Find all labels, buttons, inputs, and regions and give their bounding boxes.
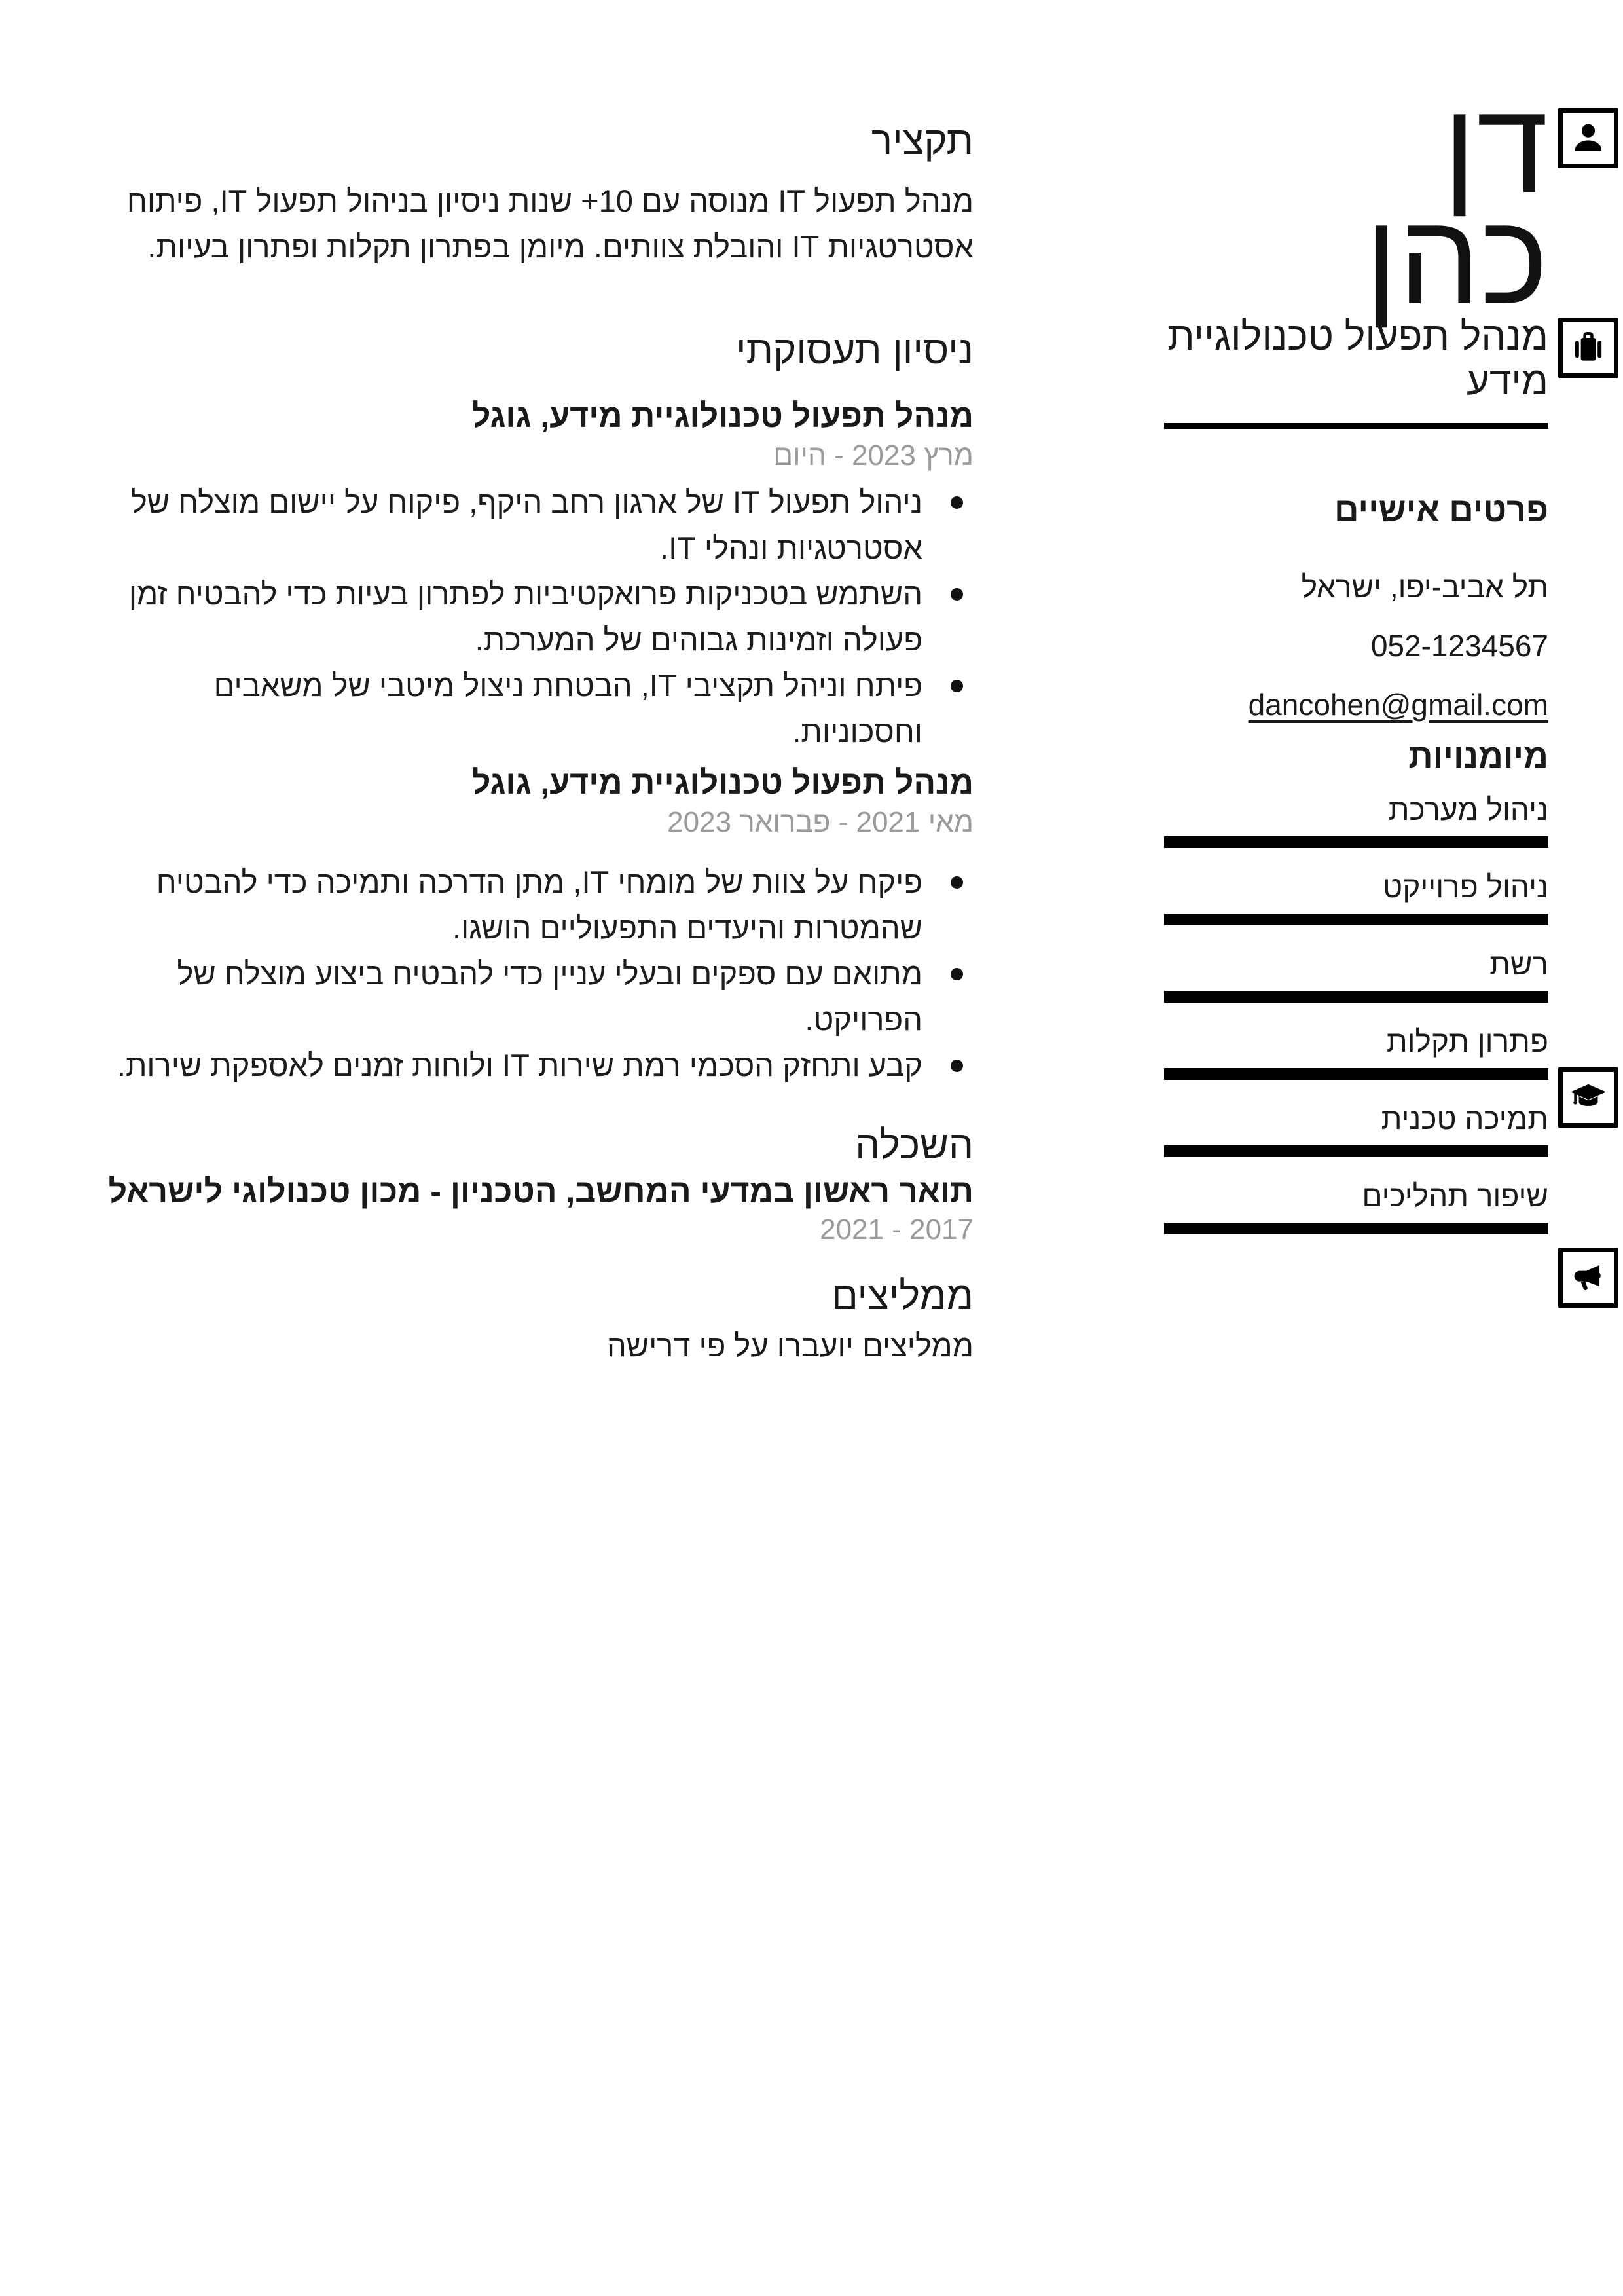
job-bullet: פיקח על צוות של מומחי IT, מתן הדרכה ותמיכה כדי להבטיח שהמטרות והיעדים התפעוליים הושגו. — [90, 859, 974, 951]
job-bullet: השתמש בטכניקות פרואקטיביות לפתרון בעיות כדי להבטיח זמן פעולה וזמינות גבוהים של המערכת. — [90, 571, 974, 663]
personal-details-header: פרטים אישיים — [1334, 491, 1548, 529]
first-name: דן — [1442, 75, 1548, 219]
job-bullet-list — [90, 859, 974, 1088]
skills-list — [1164, 790, 1548, 1234]
skill-level-bar — [1164, 991, 1548, 1003]
skill-label: ניהול פרוייקט — [1383, 870, 1548, 904]
skill-level-fill — [1164, 991, 1548, 1003]
skill-item — [1164, 1177, 1548, 1234]
skill-label: פתרון תקלות — [1386, 1024, 1548, 1058]
job-bullet: קבע ותחזק הסכמי רמת שירות IT ולוחות זמנים לאספקת שירות. — [90, 1043, 974, 1088]
skill-item — [1164, 1022, 1548, 1080]
skill-level-bar — [1164, 914, 1548, 925]
person-name — [1164, 75, 1548, 331]
skill-item — [1164, 1100, 1548, 1157]
skills-header: מיומנויות — [1408, 737, 1548, 775]
skill-label: שיפור תהליכים — [1362, 1179, 1548, 1213]
email-row — [1164, 686, 1548, 724]
email-link[interactable]: dancohen@gmail.com — [1248, 688, 1548, 722]
last-name: כהן — [1364, 186, 1548, 331]
skill-level-fill — [1164, 1068, 1548, 1080]
skill-item — [1164, 790, 1548, 848]
job-title: מנהל תפעול טכנולוגיית מידע, גוגל — [471, 398, 974, 434]
skill-item — [1164, 868, 1548, 925]
job-title: מנהל תפעול טכנולוגיית מידע, גוגל — [471, 764, 974, 801]
skill-label: רשת — [1489, 947, 1548, 981]
education-date-range: 2017 - 2021 — [820, 1213, 974, 1246]
job-date-range: מאי 2021 - פברואר 2023 — [667, 806, 974, 838]
graduation-cap-icon — [1558, 1067, 1618, 1128]
education-header: השכלה — [855, 1123, 974, 1167]
skill-level-fill — [1164, 1223, 1548, 1234]
megaphone-icon — [1558, 1248, 1618, 1308]
sidebar — [1164, 0, 1548, 1254]
degree-title: תואר ראשון במדעי המחשב, הטכניון - מכון טכנולוגי לישראל — [108, 1173, 974, 1210]
job-bullet: פיתח וניהל תקציבי IT, הבטחת ניצול מיטבי של משאבים וחסכוניות. — [90, 663, 974, 754]
skill-level-fill — [1164, 1145, 1548, 1157]
person-icon — [1558, 108, 1618, 168]
briefcase-icon — [1558, 318, 1618, 378]
job-bullet: ניהול תפעול IT של ארגון רחב היקף, פיקוח על יישום מוצלח של אסטרטגיות ונהלי IT. — [90, 479, 974, 571]
summary-text: מנהל תפעול IT מנוסה עם 10+ שנות ניסיון בניהול תפעול IT, פיתוח אסטרטגיות IT והובלת צוותים. מיומן בפתרון תקלות ופתרון בעיות. — [126, 183, 974, 264]
job-date-range: מרץ 2023 - היום — [773, 439, 974, 472]
references-header: ממליצים — [831, 1274, 974, 1318]
summary-header: תקציר — [871, 119, 974, 162]
headline: מנהל תפעול טכנולוגיית מידע — [1167, 314, 1548, 403]
skill-label: תמיכה טכנית — [1381, 1102, 1548, 1136]
job-bullet-list — [90, 479, 974, 754]
skill-item — [1164, 945, 1548, 1003]
skill-level-fill — [1164, 914, 1548, 925]
skill-level-bar — [1164, 1223, 1548, 1234]
skill-level-fill — [1164, 836, 1548, 848]
references-text: ממליצים יועברו על פי דרישה — [606, 1328, 974, 1363]
skill-label: ניהול מערכת — [1388, 792, 1548, 826]
location-text: תל אביב-יפו, ישראל — [1301, 570, 1548, 604]
main-column — [90, 0, 974, 1369]
phone-text: 052-1234567 — [1370, 629, 1548, 663]
sidebar-divider — [1164, 423, 1548, 429]
experience-header: ניסיון תעסוקתי — [735, 328, 974, 372]
skill-level-bar — [1164, 836, 1548, 848]
skill-level-bar — [1164, 1068, 1548, 1080]
job-bullet: מתואם עם ספקים ובעלי עניין כדי להבטיח ביצוע מוצלח של הפרויקט. — [90, 951, 974, 1043]
skill-level-bar — [1164, 1145, 1548, 1157]
